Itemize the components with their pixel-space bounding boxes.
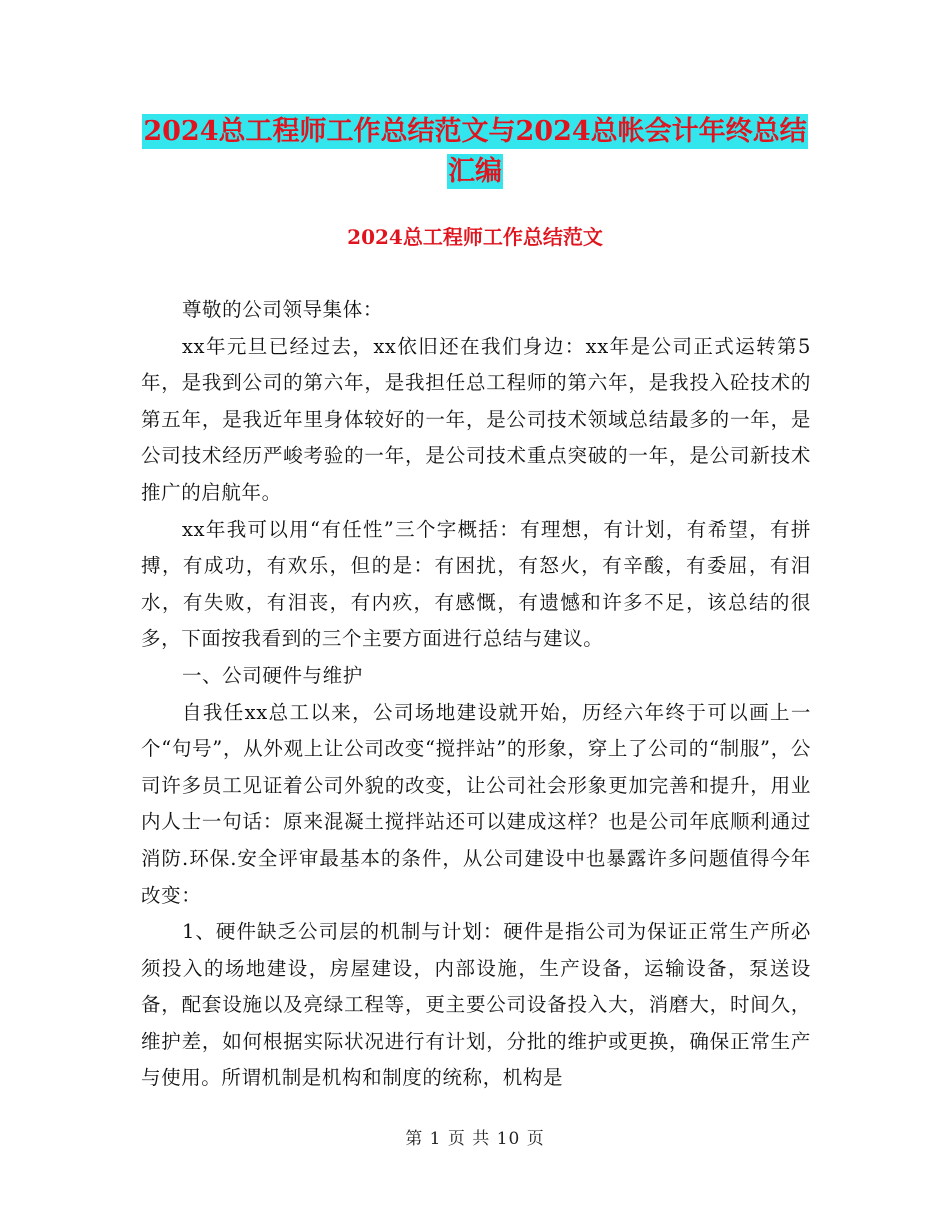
title-highlight: 2024总工程师工作总结范文与2024总帐会计年终总结: [143, 116, 807, 147]
document-title-line-1: [140, 112, 810, 152]
title-highlight: 汇编: [448, 156, 502, 187]
document-body: [141, 292, 811, 1097]
salutation-paragraph: 尊敬的公司领导集体：: [181, 298, 383, 321]
body-paragraph: 1、硬件缺乏公司层的机制与计划：硬件是指公司为保证正常生产所必须投入的场地建设，房屋建设，内部设施，生产设备，运输设备，泵送设备，配套设施以及亮绿工程等，更主要公司设备投入大，消磨大，时间久，维护差，如何根据实际状况进行有计划，分批的维护或更换，确保正常生产与使用。所谓机制是机构和制度的统称，机构是: [141, 920, 811, 1090]
page-footer: 第 1 页 共 10 页: [405, 1129, 545, 1149]
body-paragraph: 自我任xx总工以来，公司场地建设就开始，历经六年终于可以画上一个“句号”，从外观上让公司改变“搅拌站”的形象，穿上了公司的“制服”，公司许多员工见证着公司外貌的改变，让公司社会形象更加完善和提升，用业内人士一句话：原来混凝土搅拌站还可以建成这样？也是公司年底顺利通过消防.环保.安全评审最基本的条件，从公司建设中也暴露许多问题值得今年改变：: [141, 700, 811, 907]
section-title: 2024总工程师工作总结范文: [347, 225, 603, 249]
body-paragraph: xx年元旦已经过去，xx依旧还在我们身边：xx年是公司正式运转第5年，是我到公司的第六年，是我担任总工程师的第六年，是我投入砼技术的第五年，是我近年里身体较好的一年，是公司技术领域总结最多的一年，是公司技术经历严峻考验的一年，是公司技术重点突破的一年，是公司新技术推广的启航年。: [141, 334, 811, 504]
body-paragraph: xx年我可以用“有任性”三个字概括：有理想，有计划，有希望，有拼搏，有成功，有欢乐，但的是：有困扰，有怒火，有辛酸，有委屈，有泪水，有失败，有泪丧，有内疚，有感慨，有遗憾和许多不足，该总结的很多，下面按我看到的三个主要方面进行总结与建议。: [141, 517, 811, 651]
document-title-line-2: [140, 152, 810, 192]
section-heading: 一、公司硬件与维护: [181, 663, 363, 687]
